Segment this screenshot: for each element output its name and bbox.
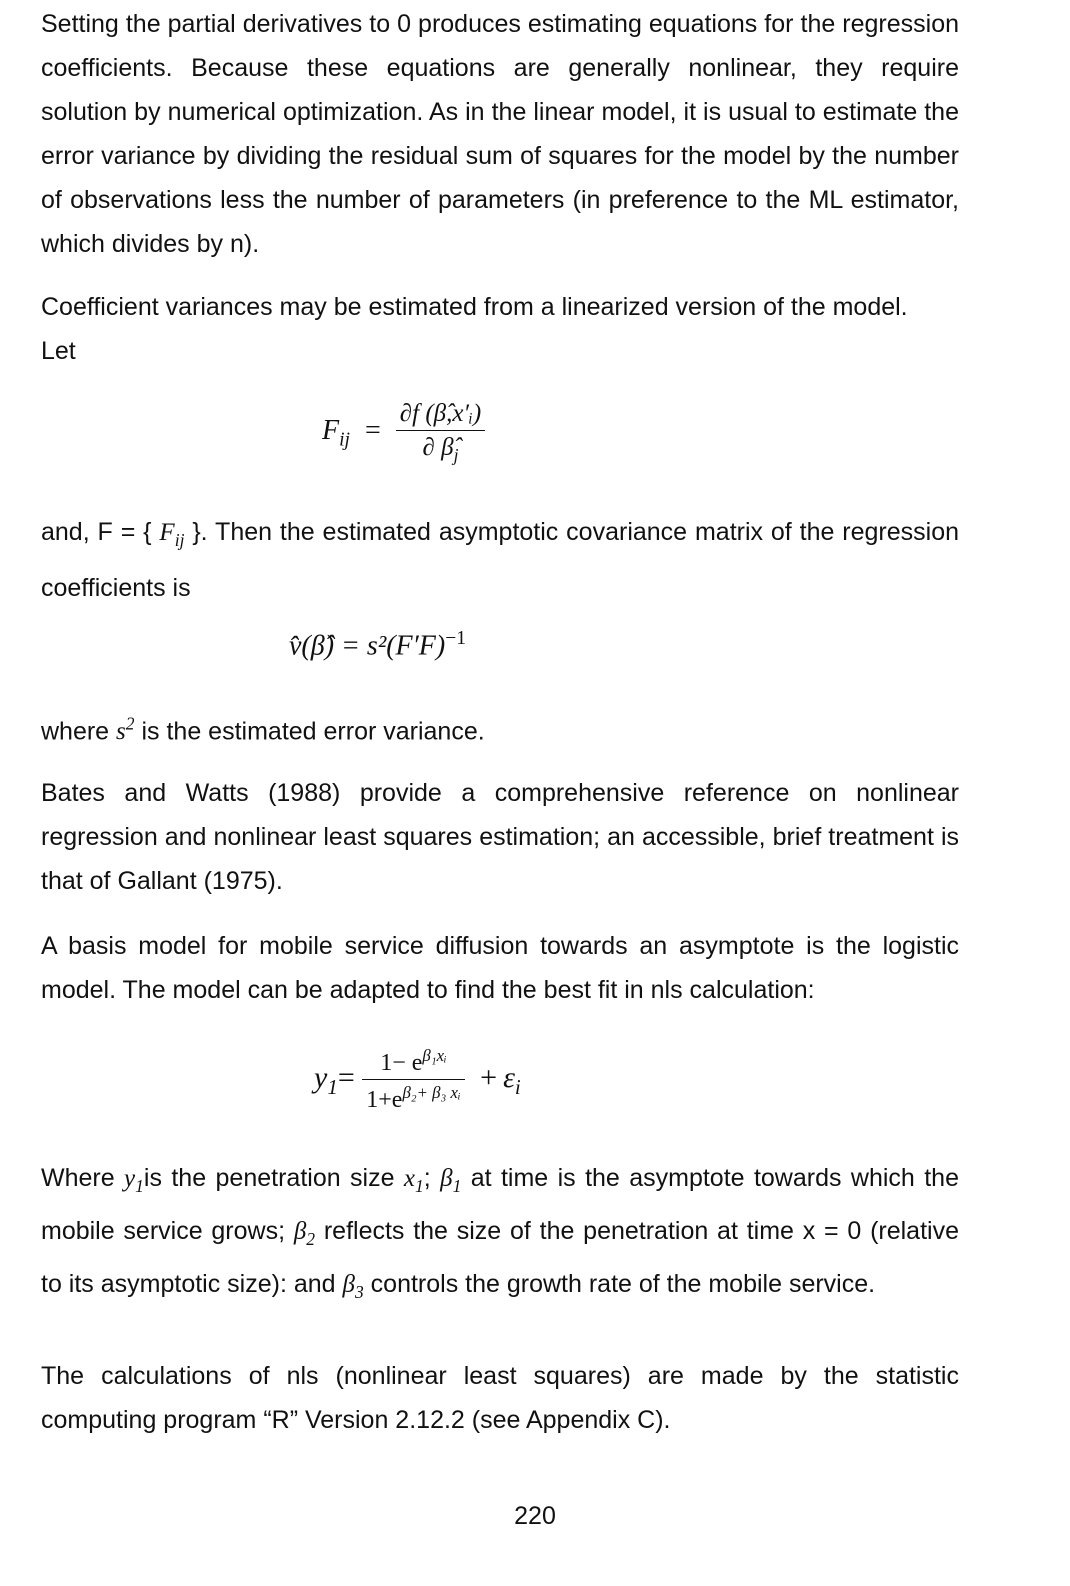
paragraph-covariance-matrix: and, F = { $F_{ij}$ }. Then the estimated asymptotic covariance matrix of the regression coefficients is bbox=[41, 518, 959, 602]
page-number: 220 bbox=[514, 1502, 556, 1530]
eq1-fraction bbox=[396, 400, 485, 466]
paragraph-nls-calculations: The calculations of nls (nonlinear least squares) are made by the statistic computing program “R” Version 2.12.2 (see Appendix C). bbox=[41, 1362, 959, 1434]
eq3-lhs: $y_1$ bbox=[314, 1060, 338, 1099]
eq3-fraction bbox=[362, 1046, 464, 1114]
eq1-numerator: ∂f (β̂,x′ᵢ) bbox=[396, 400, 485, 431]
p2-line2: Let bbox=[41, 337, 76, 365]
eq3-denominator: $1+e^{\beta_2+ \beta_3 xᵢ}$ bbox=[366, 1083, 461, 1113]
eq1-denominator: ∂ $\betâ_j$ bbox=[422, 434, 459, 465]
paragraph-variable-definitions: Where $y_1is$ the penetration size $x_1$; $\beta_1$ at time is the asymptote towards which the mobile service grows; $\beta_2$ reflects the size of the penetration at time x = 0 (relative to its asymptotic size): and $\beta_3$ controls the growth rate of the mobile service. bbox=[41, 1164, 959, 1302]
equation-covariance: v̂(β̂) = $s^2(F'F)^{-1}$ bbox=[289, 628, 467, 662]
eq3-numerator: $1- e^{\beta_1xᵢ}$ bbox=[362, 1046, 464, 1080]
paragraph-where-s2: where $s^2$ is the estimated error variance. bbox=[41, 714, 485, 746]
eq1-lhs: $F_{ij}$ bbox=[322, 415, 350, 452]
equation-fij bbox=[322, 400, 485, 466]
paragraph-bates-watts: Bates and Watts (1988) provide a comprehensive reference on nonlinear regression and nonlinear least squares estimation; an accessible, brief treatment is that of Gallant (1975). bbox=[41, 779, 959, 895]
paragraph-coefficient-variances bbox=[41, 285, 959, 373]
p2-line1: Coefficient variances may be estimated from a linearized version of the model. bbox=[41, 293, 908, 321]
p3-fij: $F_{ij}$ bbox=[159, 519, 185, 550]
equation-logistic: $y_1=$ $\frac{1- e^{\beta_1xᵢ}}{1+e^{\beta_2+ \beta_3 xᵢ}}$ + $\varepsilon_i$ bbox=[314, 1046, 521, 1113]
paragraph-estimating-equations: Setting the partial derivatives to 0 produces estimating equations for the regression coefficients. Because these equations are generally nonlinear, they require solution by numerical optimization. As in the linear model, it is usual to estimate the error variance by dividing the residual sum of squares for the model by the number of observations less the number of parameters (in preference to the ML estimator, which divides by n). bbox=[41, 10, 959, 258]
eq1-equals: = bbox=[365, 415, 381, 447]
paragraph-logistic-model: A basis model for mobile service diffusion towards an asymptote is the logistic model. The model can be adapted to find the best fit in nls calculation: bbox=[41, 932, 959, 1004]
